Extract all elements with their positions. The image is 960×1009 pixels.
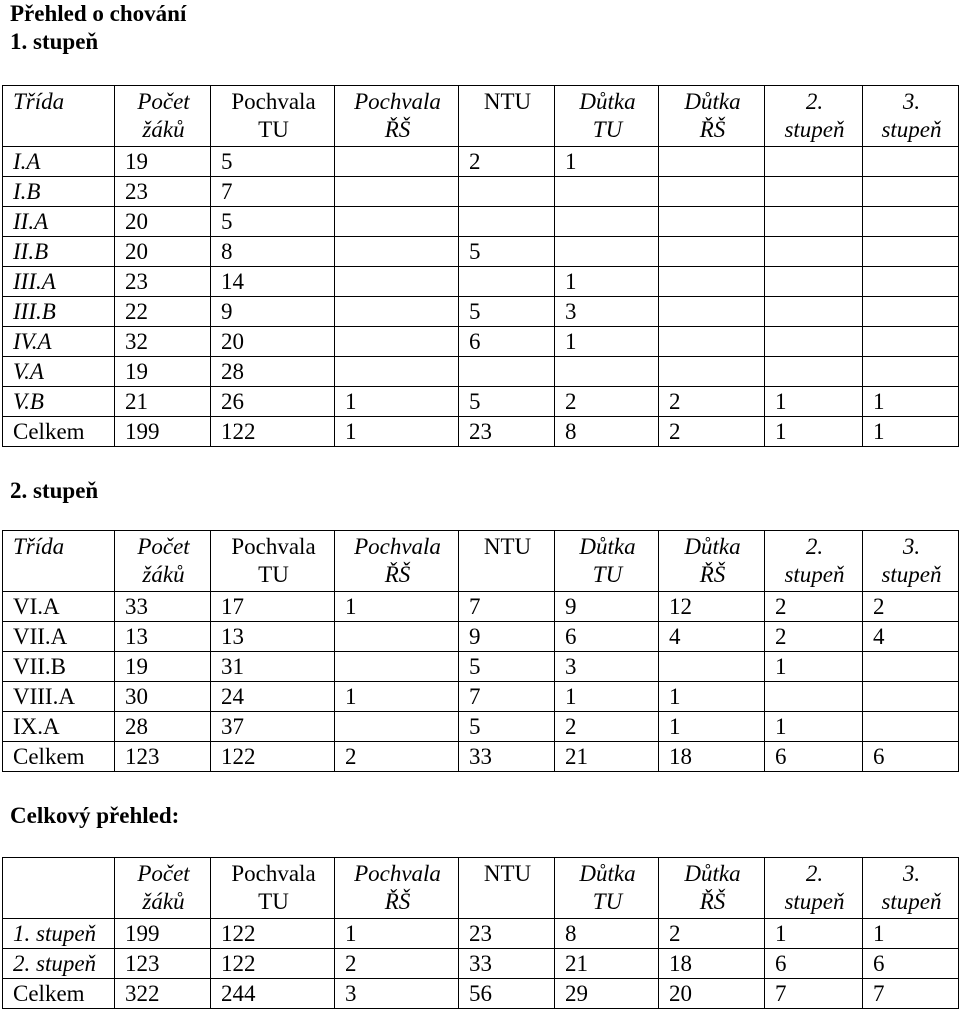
cell-dutka-tu: 8 xyxy=(555,919,659,949)
cell-dutka-tu: 1 xyxy=(555,147,659,177)
cell-stupen-3: 1 xyxy=(863,417,959,447)
cell-dutka-tu: 2 xyxy=(555,387,659,417)
cell-ntu: 33 xyxy=(459,949,555,979)
table-row xyxy=(3,742,959,772)
cell-pocet-zaku: 19 xyxy=(115,652,211,682)
cell-dutka-rs: 18 xyxy=(659,949,765,979)
cell-pochvala-rs xyxy=(335,177,459,207)
cell-pochvala-tu: 17 xyxy=(211,592,335,622)
cell-pochvala-tu: 37 xyxy=(211,712,335,742)
cell-pocet-zaku: 28 xyxy=(115,712,211,742)
header-stupen-2 xyxy=(765,86,863,147)
header-trida xyxy=(3,86,115,147)
cell-dutka-tu xyxy=(555,177,659,207)
cell-dutka-rs xyxy=(659,327,765,357)
cell-trida: V.B xyxy=(3,387,115,417)
header-line: NTU xyxy=(483,861,532,886)
cell-pochvala-tu: 244 xyxy=(211,979,335,1009)
header-line: ŘŠ xyxy=(699,117,726,142)
cell-stupen-2: 7 xyxy=(765,979,863,1009)
cell-pochvala-tu: 122 xyxy=(211,949,335,979)
cell-stupen-3 xyxy=(863,237,959,267)
cell-stupen-2 xyxy=(765,682,863,712)
cell-ntu: 23 xyxy=(459,919,555,949)
cell-pochvala-rs: 1 xyxy=(335,592,459,622)
header-line: 2. xyxy=(805,534,824,559)
header-row xyxy=(3,86,959,147)
header-dutka-tu xyxy=(555,86,659,147)
cell-trida: IX.A xyxy=(3,712,115,742)
cell-pochvala-rs xyxy=(335,357,459,387)
cell-trida: VI.A xyxy=(3,592,115,622)
cell-ntu: 7 xyxy=(459,682,555,712)
table-row xyxy=(3,387,959,417)
cell-pocet-zaku: 33 xyxy=(115,592,211,622)
header-line: Důtka xyxy=(684,89,741,114)
header-ntu xyxy=(459,86,555,147)
cell-dutka-rs: 1 xyxy=(659,682,765,712)
header-stupen-3 xyxy=(863,531,959,592)
header-line: žáků xyxy=(142,117,185,142)
cell-ntu: 56 xyxy=(459,979,555,1009)
cell-pochvala-rs: 2 xyxy=(335,949,459,979)
cell-dutka-rs xyxy=(659,147,765,177)
cell-ntu xyxy=(459,357,555,387)
header-line: 3. xyxy=(902,89,921,114)
cell-trida: II.A xyxy=(3,207,115,237)
header-line: NTU xyxy=(483,89,532,114)
cell-ntu: 7 xyxy=(459,592,555,622)
cell-dutka-tu: 1 xyxy=(555,267,659,297)
cell-pocet-zaku: 19 xyxy=(115,357,211,387)
cell-pochvala-rs: 1 xyxy=(335,919,459,949)
header-stupen-3 xyxy=(863,858,959,919)
header-line: TU xyxy=(258,117,289,142)
cell-pocet-zaku: 199 xyxy=(115,919,211,949)
cell-dutka-tu xyxy=(555,207,659,237)
cell-pochvala-tu: 14 xyxy=(211,267,335,297)
cell-pocet-zaku: 13 xyxy=(115,622,211,652)
header-line: TU xyxy=(592,117,623,142)
header-line: Důtka xyxy=(579,89,636,114)
table-row xyxy=(3,297,959,327)
cell-trida: Celkem xyxy=(3,417,115,447)
header-pocet-zaku xyxy=(115,86,211,147)
cell-ntu: 23 xyxy=(459,417,555,447)
table-row xyxy=(3,712,959,742)
cell-dutka-tu: 9 xyxy=(555,592,659,622)
cell-trida: Celkem xyxy=(3,979,115,1009)
cell-pochvala-tu: 24 xyxy=(211,682,335,712)
header-dutka-rs xyxy=(659,86,765,147)
table-row xyxy=(3,207,959,237)
cell-pochvala-tu: 9 xyxy=(211,297,335,327)
cell-pochvala-rs: 1 xyxy=(335,387,459,417)
cell-pocet-zaku: 19 xyxy=(115,147,211,177)
cell-pochvala-rs xyxy=(335,237,459,267)
cell-dutka-rs: 1 xyxy=(659,712,765,742)
cell-stupen-3: 1 xyxy=(863,919,959,949)
cell-stupen-2: 1 xyxy=(765,417,863,447)
header-line: Pochvala xyxy=(354,861,441,886)
cell-stupen-3 xyxy=(863,207,959,237)
cell-ntu: 2 xyxy=(459,147,555,177)
cell-stupen-2: 1 xyxy=(765,652,863,682)
table-row xyxy=(3,682,959,712)
cell-stupen-3: 6 xyxy=(863,742,959,772)
header-line: Důtka xyxy=(579,861,636,886)
cell-pochvala-tu: 13 xyxy=(211,622,335,652)
header-dutka-rs xyxy=(659,858,765,919)
cell-pochvala-rs: 1 xyxy=(335,682,459,712)
cell-stupen-2: 1 xyxy=(765,919,863,949)
table-stupen-1 xyxy=(2,85,959,447)
cell-stupen-2: 1 xyxy=(765,387,863,417)
header-pochvala-tu xyxy=(211,858,335,919)
header-pochvala-rs xyxy=(335,86,459,147)
table-row xyxy=(3,237,959,267)
header-line: Pochvala xyxy=(231,89,316,114)
table-row xyxy=(3,417,959,447)
header-line: TU xyxy=(258,562,289,587)
cell-pochvala-rs: 1 xyxy=(335,417,459,447)
header-pochvala-rs xyxy=(335,858,459,919)
cell-dutka-rs: 2 xyxy=(659,417,765,447)
cell-ntu: 5 xyxy=(459,712,555,742)
cell-pocet-zaku: 199 xyxy=(115,417,211,447)
cell-pochvala-rs: 2 xyxy=(335,742,459,772)
cell-ntu: 5 xyxy=(459,297,555,327)
cell-pocet-zaku: 123 xyxy=(115,742,211,772)
cell-ntu xyxy=(459,177,555,207)
header-pochvala-tu xyxy=(211,531,335,592)
cell-trida: II.B xyxy=(3,237,115,267)
cell-trida: VII.A xyxy=(3,622,115,652)
cell-stupen-2 xyxy=(765,147,863,177)
cell-stupen-2: 1 xyxy=(765,712,863,742)
cell-stupen-2 xyxy=(765,297,863,327)
cell-pochvala-rs xyxy=(335,267,459,297)
cell-stupen-2 xyxy=(765,237,863,267)
cell-pochvala-tu: 122 xyxy=(211,919,335,949)
table-row xyxy=(3,327,959,357)
cell-dutka-rs xyxy=(659,237,765,267)
header-line: ŘŠ xyxy=(699,562,726,587)
cell-dutka-tu: 1 xyxy=(555,327,659,357)
cell-ntu: 5 xyxy=(459,652,555,682)
header-pocet-zaku xyxy=(115,531,211,592)
cell-pochvala-tu: 7 xyxy=(211,177,335,207)
table-row xyxy=(3,652,959,682)
cell-dutka-tu: 6 xyxy=(555,622,659,652)
cell-pocet-zaku: 23 xyxy=(115,177,211,207)
header-trida xyxy=(3,858,115,919)
cell-stupen-2 xyxy=(765,177,863,207)
cell-dutka-rs: 4 xyxy=(659,622,765,652)
header-line: Důtka xyxy=(684,861,741,886)
cell-pochvala-rs xyxy=(335,327,459,357)
cell-dutka-rs xyxy=(659,207,765,237)
header-dutka-rs xyxy=(659,531,765,592)
cell-stupen-3 xyxy=(863,712,959,742)
header-line: TU xyxy=(592,562,623,587)
header-line: ŘŠ xyxy=(384,562,411,587)
cell-trida: 1. stupeň xyxy=(3,919,115,949)
header-line: Pochvala xyxy=(354,89,441,114)
cell-stupen-3: 6 xyxy=(863,949,959,979)
cell-stupen-2 xyxy=(765,327,863,357)
header-line: žáků xyxy=(142,889,185,914)
table-row xyxy=(3,949,959,979)
header-line: Počet xyxy=(137,534,190,559)
header-line: ŘŠ xyxy=(384,889,411,914)
cell-dutka-tu: 29 xyxy=(555,979,659,1009)
cell-pocet-zaku: 23 xyxy=(115,267,211,297)
cell-trida: 2. stupeň xyxy=(3,949,115,979)
header-line: ŘŠ xyxy=(384,117,411,142)
header-line: stupeň xyxy=(881,562,942,587)
cell-stupen-3: 1 xyxy=(863,387,959,417)
header-line: Třída xyxy=(13,534,65,559)
cell-pochvala-tu: 26 xyxy=(211,387,335,417)
cell-trida: V.A xyxy=(3,357,115,387)
cell-dutka-tu: 3 xyxy=(555,652,659,682)
header-line: Pochvala xyxy=(354,534,441,559)
cell-pocet-zaku: 32 xyxy=(115,327,211,357)
header-line: NTU xyxy=(483,534,532,559)
header-trida xyxy=(3,531,115,592)
cell-dutka-tu: 1 xyxy=(555,682,659,712)
cell-stupen-3 xyxy=(863,147,959,177)
cell-pocet-zaku: 322 xyxy=(115,979,211,1009)
cell-dutka-tu: 3 xyxy=(555,297,659,327)
cell-pochvala-tu: 8 xyxy=(211,237,335,267)
cell-pochvala-rs xyxy=(335,622,459,652)
section-1-title: 1. stupeň xyxy=(10,29,99,54)
header-stupen-2 xyxy=(765,531,863,592)
cell-stupen-2 xyxy=(765,357,863,387)
cell-dutka-rs xyxy=(659,652,765,682)
cell-dutka-tu xyxy=(555,357,659,387)
cell-stupen-3 xyxy=(863,297,959,327)
cell-trida: III.A xyxy=(3,267,115,297)
cell-pocet-zaku: 21 xyxy=(115,387,211,417)
cell-ntu: 6 xyxy=(459,327,555,357)
header-line: 3. xyxy=(902,534,921,559)
header-dutka-tu xyxy=(555,531,659,592)
header-ntu xyxy=(459,531,555,592)
page-title: Přehled o chování xyxy=(10,1,187,26)
cell-dutka-rs xyxy=(659,297,765,327)
header-dutka-tu xyxy=(555,858,659,919)
cell-dutka-rs xyxy=(659,267,765,297)
cell-pochvala-rs xyxy=(335,297,459,327)
header-line: Pochvala xyxy=(231,534,316,559)
cell-pochvala-rs xyxy=(335,712,459,742)
cell-pochvala-rs xyxy=(335,147,459,177)
cell-dutka-rs: 12 xyxy=(659,592,765,622)
table-row xyxy=(3,979,959,1009)
header-line: Počet xyxy=(137,861,190,886)
cell-dutka-rs xyxy=(659,357,765,387)
cell-pochvala-tu: 20 xyxy=(211,327,335,357)
table-row xyxy=(3,592,959,622)
cell-dutka-rs xyxy=(659,177,765,207)
header-stupen-3 xyxy=(863,86,959,147)
header-line: 2. xyxy=(805,89,824,114)
cell-ntu: 33 xyxy=(459,742,555,772)
cell-stupen-3 xyxy=(863,267,959,297)
header-pocet-zaku xyxy=(115,858,211,919)
cell-pocet-zaku: 20 xyxy=(115,207,211,237)
header-line: Třída xyxy=(13,89,65,114)
header-line: žáků xyxy=(142,562,185,587)
header-row xyxy=(3,531,959,592)
cell-trida: III.B xyxy=(3,297,115,327)
cell-stupen-3 xyxy=(863,177,959,207)
cell-stupen-2 xyxy=(765,207,863,237)
cell-stupen-2: 6 xyxy=(765,742,863,772)
header-pochvala-tu xyxy=(211,86,335,147)
cell-trida: I.B xyxy=(3,177,115,207)
cell-stupen-2: 2 xyxy=(765,622,863,652)
cell-pochvala-rs xyxy=(335,207,459,237)
header-line: Důtka xyxy=(579,534,636,559)
table-stupen-2 xyxy=(2,530,959,772)
header-line: Důtka xyxy=(684,534,741,559)
cell-stupen-3: 2 xyxy=(863,592,959,622)
cell-stupen-3: 4 xyxy=(863,622,959,652)
header-line: stupeň xyxy=(784,889,845,914)
cell-ntu: 5 xyxy=(459,387,555,417)
cell-pochvala-rs xyxy=(335,652,459,682)
cell-trida: VII.B xyxy=(3,652,115,682)
cell-dutka-rs: 20 xyxy=(659,979,765,1009)
cell-ntu: 9 xyxy=(459,622,555,652)
cell-trida: Celkem xyxy=(3,742,115,772)
cell-stupen-3 xyxy=(863,652,959,682)
section-3-title: Celkový přehled: xyxy=(10,803,180,828)
cell-stupen-3 xyxy=(863,682,959,712)
cell-ntu xyxy=(459,267,555,297)
cell-trida: I.A xyxy=(3,147,115,177)
header-line: TU xyxy=(258,889,289,914)
cell-dutka-tu: 2 xyxy=(555,712,659,742)
cell-pochvala-tu: 5 xyxy=(211,147,335,177)
header-line: TU xyxy=(592,889,623,914)
cell-pochvala-tu: 122 xyxy=(211,742,335,772)
header-pochvala-rs xyxy=(335,531,459,592)
cell-pocet-zaku: 22 xyxy=(115,297,211,327)
header-line: Počet xyxy=(137,89,190,114)
cell-dutka-rs: 2 xyxy=(659,919,765,949)
cell-stupen-2: 6 xyxy=(765,949,863,979)
cell-dutka-rs: 2 xyxy=(659,387,765,417)
table-row xyxy=(3,177,959,207)
section-2-title: 2. stupeň xyxy=(10,478,99,503)
table-row xyxy=(3,622,959,652)
cell-stupen-3: 7 xyxy=(863,979,959,1009)
cell-dutka-tu: 21 xyxy=(555,742,659,772)
table-row xyxy=(3,919,959,949)
cell-stupen-3 xyxy=(863,357,959,387)
cell-dutka-rs: 18 xyxy=(659,742,765,772)
cell-pocet-zaku: 30 xyxy=(115,682,211,712)
cell-ntu xyxy=(459,207,555,237)
table-row xyxy=(3,357,959,387)
cell-stupen-2: 2 xyxy=(765,592,863,622)
cell-trida: VIII.A xyxy=(3,682,115,712)
cell-pochvala-tu: 28 xyxy=(211,357,335,387)
header-line: 2. xyxy=(805,861,824,886)
header-ntu xyxy=(459,858,555,919)
cell-pochvala-rs: 3 xyxy=(335,979,459,1009)
cell-dutka-tu xyxy=(555,237,659,267)
header-line: stupeň xyxy=(881,117,942,142)
header-line: 3. xyxy=(902,861,921,886)
header-stupen-2 xyxy=(765,858,863,919)
header-line: stupeň xyxy=(881,889,942,914)
header-line: ŘŠ xyxy=(699,889,726,914)
cell-pochvala-tu: 122 xyxy=(211,417,335,447)
cell-dutka-tu: 21 xyxy=(555,949,659,979)
table-row xyxy=(3,267,959,297)
header-line: Pochvala xyxy=(231,861,316,886)
cell-stupen-2 xyxy=(765,267,863,297)
table-row xyxy=(3,147,959,177)
cell-pochvala-tu: 5 xyxy=(211,207,335,237)
table-celkovy-prehled xyxy=(2,857,959,1009)
cell-stupen-3 xyxy=(863,327,959,357)
header-line: stupeň xyxy=(784,117,845,142)
cell-dutka-tu: 8 xyxy=(555,417,659,447)
cell-ntu: 5 xyxy=(459,237,555,267)
cell-pocet-zaku: 123 xyxy=(115,949,211,979)
header-line: stupeň xyxy=(784,562,845,587)
cell-pochvala-tu: 31 xyxy=(211,652,335,682)
header-row xyxy=(3,858,959,919)
cell-trida: IV.A xyxy=(3,327,115,357)
cell-pocet-zaku: 20 xyxy=(115,237,211,267)
